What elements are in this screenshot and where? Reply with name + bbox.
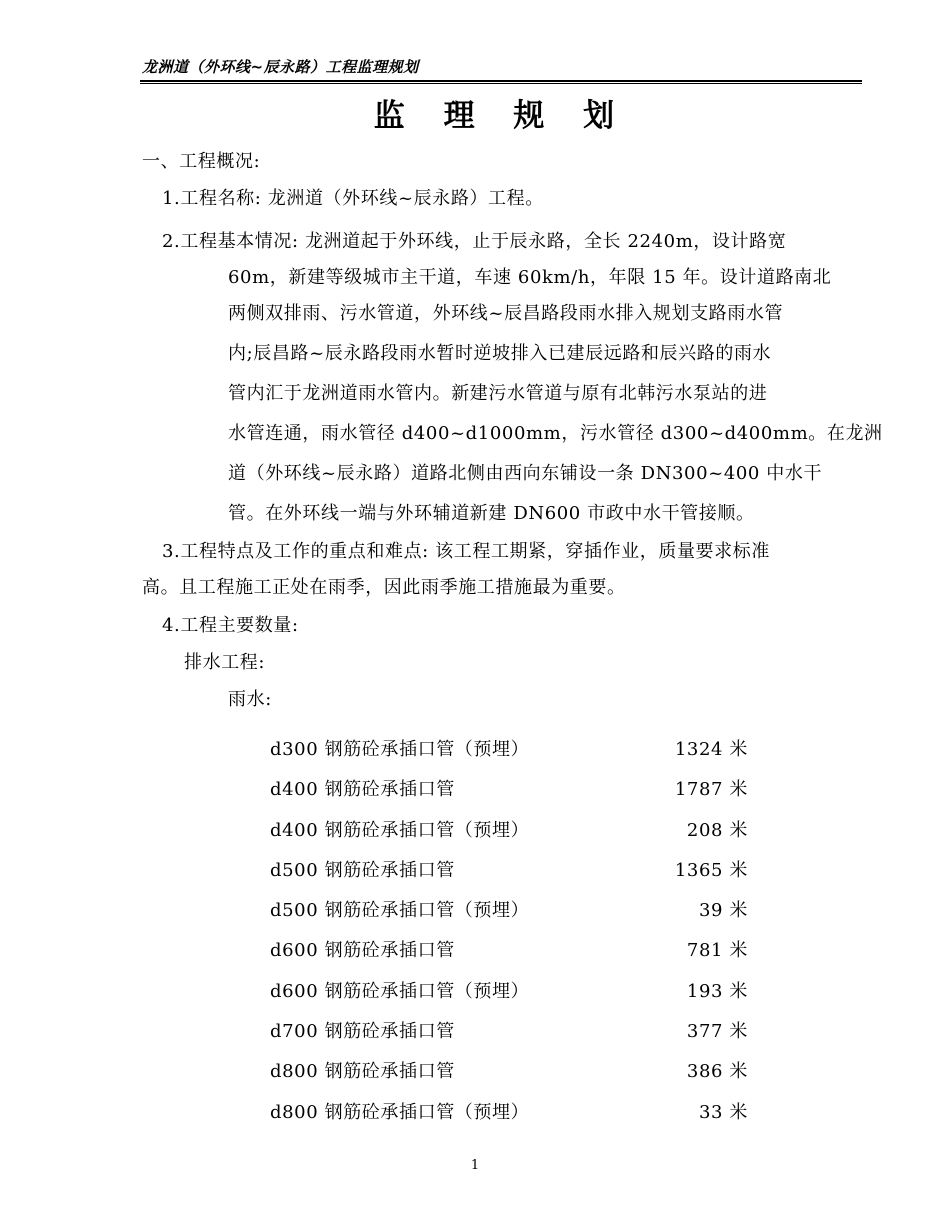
pipe-quantity: 193 米 [686, 980, 748, 1002]
item2-line: 道（外环线~辰永路）道路北侧由西向东铺设一条 DN300~400 中水干 [228, 463, 823, 484]
rain-quantity-list [270, 738, 748, 1141]
pipe-spec: d600 钢筋砼承插口管（预埋） [270, 980, 530, 1002]
header-rule [140, 80, 862, 82]
list-item [270, 738, 748, 778]
section-heading: 一、工程概况: [142, 151, 261, 172]
pipe-spec: d700 钢筋砼承插口管 [270, 1021, 455, 1043]
pipe-quantity: 208 米 [686, 819, 748, 841]
pipe-quantity: 1365 米 [674, 859, 748, 881]
pipe-quantity: 781 米 [686, 940, 748, 962]
item2-line: 管。在外环线一端与外环辅道新建 DN600 市政中水干管接顺。 [228, 503, 755, 524]
header-rule-thin [140, 83, 862, 84]
item-project-name: 1.工程名称: 龙洲道（外环线~辰永路）工程。 [162, 188, 544, 209]
pipe-spec: d400 钢筋砼承插口管 [270, 779, 455, 801]
list-item [270, 899, 748, 939]
item2-line: 内;辰昌路~辰永路段雨水暂时逆坡排入已建辰远路和辰兴路的雨水 [228, 343, 772, 364]
pipe-spec: d500 钢筋砼承插口管（预埋） [270, 900, 530, 922]
pipe-quantity: 1324 米 [674, 739, 748, 760]
rain-label: 雨水: [228, 689, 272, 710]
pipe-quantity: 1787 米 [674, 779, 748, 801]
item-quantities: 4.工程主要数量: [162, 615, 299, 636]
item2-line: 两侧双排雨、污水管道，外环线~辰昌路段雨水排入规划支路雨水管 [228, 303, 784, 324]
list-item [270, 939, 748, 979]
list-item [270, 1020, 748, 1060]
list-item [270, 778, 748, 818]
pipe-quantity: 377 米 [686, 1021, 748, 1043]
pipe-quantity: 33 米 [698, 1101, 748, 1123]
pipe-spec: d400 钢筋砼承插口管（预埋） [270, 819, 530, 841]
list-item [270, 1101, 748, 1141]
list-item [270, 980, 748, 1020]
pipe-spec: d500 钢筋砼承插口管 [270, 859, 455, 881]
pipe-spec: d600 钢筋砼承插口管 [270, 940, 455, 962]
pipe-spec: d800 钢筋砼承插口管（预埋） [270, 1101, 530, 1123]
item3-line: 3.工程特点及工作的重点和难点: 该工程工期紧，穿插作业，质量要求标准 [162, 541, 770, 562]
item3-line: 高。且工程施工正处在雨季，因此雨季施工措施最为重要。 [142, 577, 626, 598]
list-item [270, 819, 748, 859]
list-item [270, 859, 748, 899]
pipe-spec: d800 钢筋砼承插口管 [270, 1061, 455, 1083]
page-number: 1 [470, 1158, 480, 1173]
item2-line: 管内汇于龙洲道雨水管内。新建污水管道与原有北韩污水泵站的进 [228, 383, 768, 404]
item2-line: 水管连通，雨水管径 d400~d1000mm，污水管径 d300~d400mm。在龙洲 [228, 423, 883, 444]
item2-line: 60m，新建等级城市主干道，车速 60km/h，年限 15 年。设计道路南北 [228, 267, 832, 288]
pipe-quantity: 386 米 [686, 1061, 748, 1083]
drainage-label: 排水工程: [184, 652, 266, 673]
pipe-spec: d300 钢筋砼承插口管（预埋） [270, 739, 530, 760]
page-title: 监 理 规 划 [373, 98, 629, 134]
running-header: 龙洲道（外环线~辰永路）工程监理规划 [142, 58, 419, 76]
list-item [270, 1060, 748, 1100]
pipe-quantity: 39 米 [698, 900, 748, 922]
item2-line: 2.工程基本情况: 龙洲道起于外环线，止于辰永路，全长 2240m，设计路宽 [162, 231, 787, 252]
